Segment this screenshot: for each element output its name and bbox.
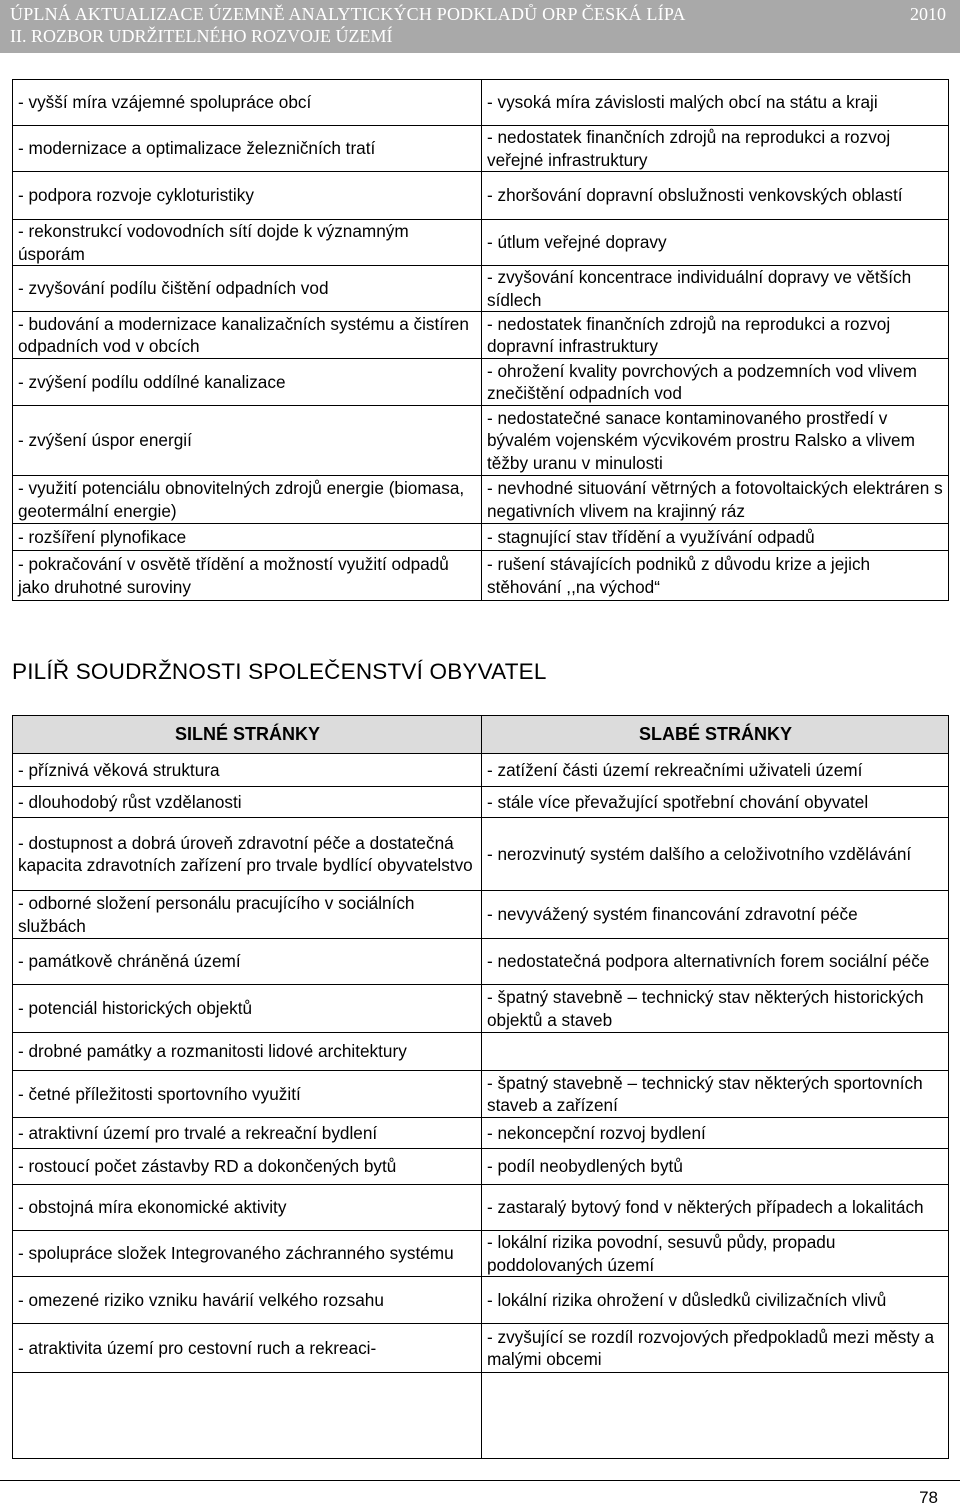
- cell-left: [13, 1373, 482, 1459]
- cell-right: - nedostatečná podpora alternativních forem sociální péče: [482, 939, 949, 985]
- cell-right: - útlum veřejné dopravy: [482, 220, 949, 266]
- cell-right: - špatný stavebně – technický stav některých sportovních staveb a zařízení: [482, 1071, 949, 1118]
- cell-right: - rušení stávajících podniků z důvodu krize a jejich stěhování ,,na východ“: [482, 551, 949, 601]
- cell-left: - zvýšení podílu oddílné kanalizace: [13, 359, 482, 406]
- cell-right: - zvyšující se rozdíl rozvojových předpokladů mezi městy a malými obcemi: [482, 1324, 949, 1373]
- table-row: [13, 818, 949, 891]
- cell-right: - špatný stavebně – technický stav některých historických objektů a staveb: [482, 985, 949, 1033]
- table-row: [13, 220, 949, 266]
- cell-right: - nedostatek finančních zdrojů na reprodukci a rozvoj dopravní infrastruktury: [482, 312, 949, 359]
- cell-right: - zvyšování koncentrace individuální dopravy ve větších sídlech: [482, 266, 949, 312]
- cell-left: - omezené riziko vzniku havárií velkého rozsahu: [13, 1277, 482, 1324]
- cell-left: - drobné památky a rozmanitosti lidové architektury: [13, 1033, 482, 1071]
- cell-left: - modernizace a optimalizace železničních tratí: [13, 126, 482, 172]
- cell-left: - příznivá věková struktura: [13, 754, 482, 787]
- table-row: [13, 551, 949, 601]
- cell-left: - rekonstrukcí vodovodních sítí dojde k významným úsporám: [13, 220, 482, 266]
- cell-left: - atraktivní území pro trvalé a rekreační bydlení: [13, 1118, 482, 1149]
- page-number: 78: [919, 1488, 938, 1507]
- cell-right: - ohrožení kvality povrchových a podzemních vod vlivem znečištění odpadních vod: [482, 359, 949, 406]
- table-row: [13, 1277, 949, 1324]
- cell-left: - spolupráce složek Integrovaného záchranného systému: [13, 1231, 482, 1277]
- table-row: [13, 939, 949, 985]
- cell-left: - dostupnost a dobrá úroveň zdravotní péče a dostatečná kapacita zdravotních zařízení pro trvale bydlící obyvatelstvo: [13, 818, 482, 891]
- cell-left: - vyšší míra vzájemné spolupráce obcí: [13, 80, 482, 126]
- table-row: [13, 172, 949, 220]
- cell-left: - využití potenciálu obnovitelných zdrojů energie (biomasa, geotermální energie): [13, 476, 482, 524]
- table-row: [13, 787, 949, 818]
- cell-right: - zatížení části území rekreačními uživateli území: [482, 754, 949, 787]
- table-row: [13, 1324, 949, 1373]
- cell-right: - vysoká míra závislosti malých obcí na státu a kraji: [482, 80, 949, 126]
- table-row: [13, 80, 949, 126]
- table-row: [13, 524, 949, 551]
- table-row: [13, 1185, 949, 1231]
- swot-table-strengths-weaknesses: [12, 715, 949, 1459]
- table-header-row: [13, 716, 949, 754]
- table-row: [13, 985, 949, 1033]
- header-title: ÚPLNÁ AKTUALIZACE ÚZEMNĚ ANALYTICKÝCH PODKLADŮ ORP ČESKÁ LÍPA: [10, 4, 686, 24]
- cell-left: - potenciál historických objektů: [13, 985, 482, 1033]
- table-row: [13, 1373, 949, 1459]
- cell-right: - nevhodné situování větrných a fotovoltaických elektráren s negativních vlivem na krajinný ráz: [482, 476, 949, 524]
- cell-right: - nerozvinutý systém dalšího a celoživotního vzdělávání: [482, 818, 949, 891]
- cell-right: - zastaralý bytový fond v některých případech a lokalitách: [482, 1185, 949, 1231]
- table-row: [13, 312, 949, 359]
- swot-table-opportunities-threats: [12, 79, 949, 601]
- cell-left: - podpora rozvoje cykloturistiky: [13, 172, 482, 220]
- cell-right: - nedostatek finančních zdrojů na reprodukci a rozvoj veřejné infrastruktury: [482, 126, 949, 172]
- column-header-strengths: SILNÉ STRÁNKY: [13, 716, 482, 754]
- cell-right: - stále více převažující spotřební chování obyvatel: [482, 787, 949, 818]
- table-row: [13, 1071, 949, 1118]
- cell-left: - atraktivita území pro cestovní ruch a rekreaci-: [13, 1324, 482, 1373]
- table-row: [13, 1149, 949, 1185]
- cell-left: - rostoucí počet zástavby RD a dokončených bytů: [13, 1149, 482, 1185]
- cell-right: - nekoncepční rozvoj bydlení: [482, 1118, 949, 1149]
- table-row: [13, 266, 949, 312]
- table-row: [13, 1118, 949, 1149]
- cell-left: - zvýšení úspor energií: [13, 406, 482, 476]
- column-header-weaknesses: SLABÉ STRÁNKY: [482, 716, 949, 754]
- cell-right: [482, 1033, 949, 1071]
- cell-left: - obstojná míra ekonomické aktivity: [13, 1185, 482, 1231]
- table-row: [13, 476, 949, 524]
- table-row: [13, 1231, 949, 1277]
- table-row: [13, 891, 949, 939]
- cell-right: - nevyvážený systém financování zdravotní péče: [482, 891, 949, 939]
- section-title: PILÍŘ SOUDRŽNOSTI SPOLEČENSTVÍ OBYVATEL: [12, 659, 547, 684]
- cell-right: - podíl neobydlených bytů: [482, 1149, 949, 1185]
- table-row: [13, 359, 949, 406]
- cell-right: [482, 1373, 949, 1459]
- table-row: [13, 126, 949, 172]
- cell-right: - zhoršování dopravní obslužnosti venkovských oblastí: [482, 172, 949, 220]
- cell-left: - rozšíření plynofikace: [13, 524, 482, 551]
- page-header: [0, 0, 960, 53]
- cell-left: - pokračování v osvětě třídění a možností využití odpadů jako druhotné suroviny: [13, 551, 482, 601]
- table-row: [13, 406, 949, 476]
- cell-left: - četné příležitosti sportovního využití: [13, 1071, 482, 1118]
- table-row: [13, 754, 949, 787]
- table-row: [13, 1033, 949, 1071]
- cell-right: - lokální rizika povodní, sesuvů půdy, propadu poddolovaných území: [482, 1231, 949, 1277]
- cell-right: - lokální rizika ohrožení v důsledků civilizačních vlivů: [482, 1277, 949, 1324]
- cell-left: - dlouhodobý růst vzdělanosti: [13, 787, 482, 818]
- cell-right: - stagnující stav třídění a využívání odpadů: [482, 524, 949, 551]
- cell-left: - odborné složení personálu pracujícího v sociálních službách: [13, 891, 482, 939]
- cell-right: - nedostatečné sanace kontaminovaného prostředí v bývalém vojenském výcvikovém prostru Ralsko a vlivem těžby uranu v minulosti: [482, 406, 949, 476]
- cell-left: - budování a modernizace kanalizačních systému a čistíren odpadních vod v obcích: [13, 312, 482, 359]
- cell-left: - zvyšování podílu čištění odpadních vod: [13, 266, 482, 312]
- header-subtitle: II. ROZBOR UDRŽITELNÉHO ROZVOJE ÚZEMÍ: [10, 26, 393, 46]
- footer-divider: [0, 1480, 960, 1481]
- cell-left: - památkově chráněná území: [13, 939, 482, 985]
- header-year: 2010: [910, 4, 946, 24]
